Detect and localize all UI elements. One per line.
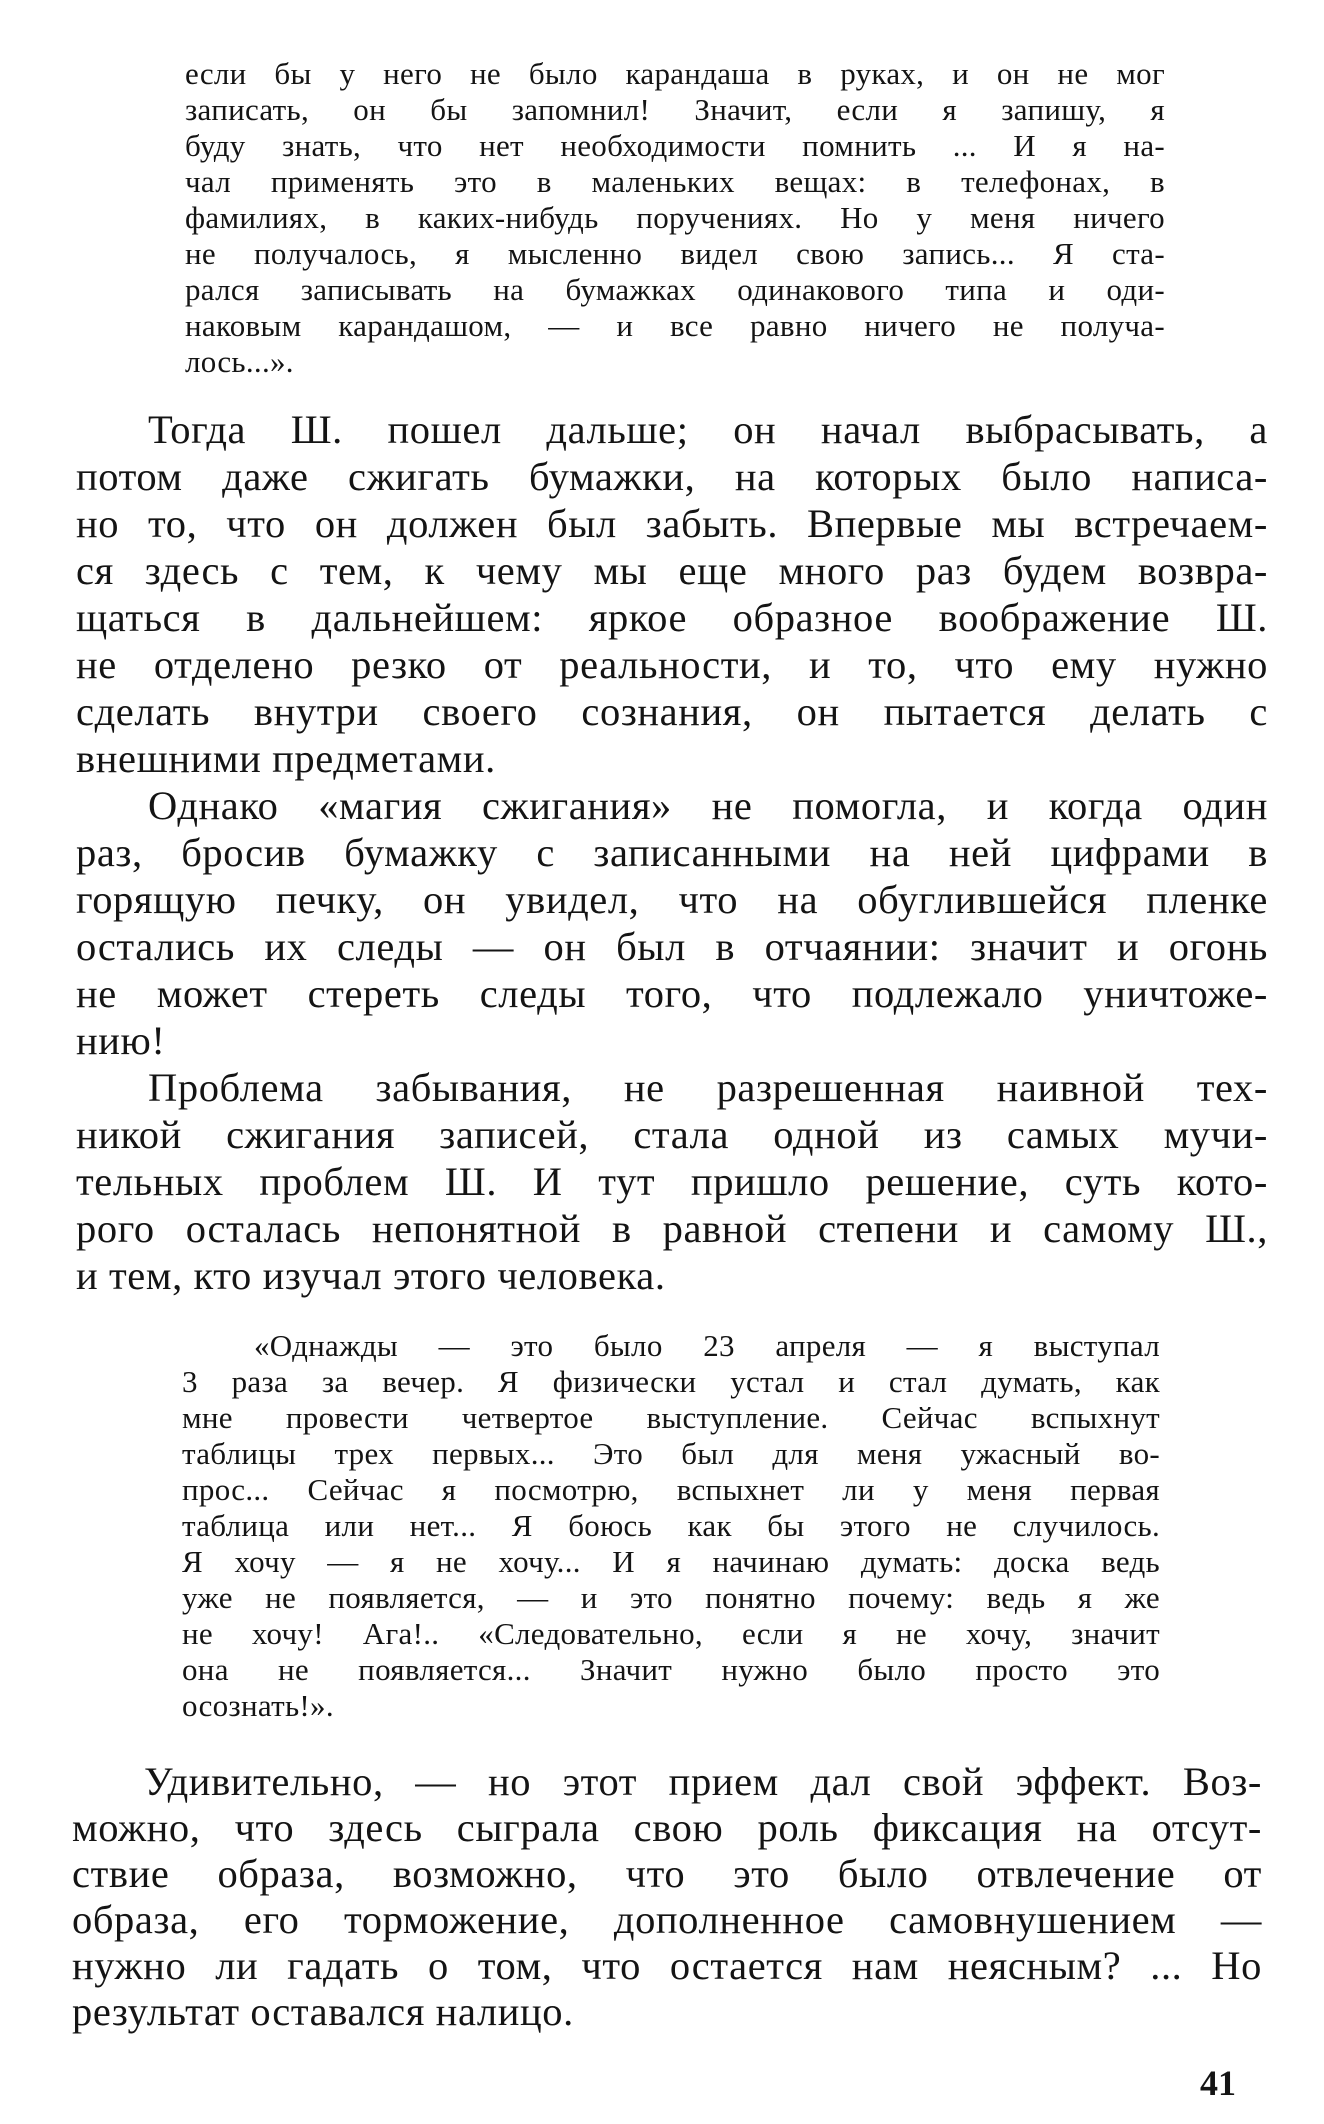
quote-2-line: она не появляется... Значит нужно было просто это [182,1652,1160,1687]
body-1-line: горящую печку, он увидел, что на обуглившейся пленке [76,877,1268,922]
quote-1-line: лось...». [185,344,294,379]
body-1-line: рого осталась непонятной в равной степени и самому Ш., [76,1206,1268,1251]
body-1-line: но то, что он должен был забыть. Впервые мы встречаем- [76,501,1268,546]
body-1-line: остались их следы — он был в отчаянии: значит и огонь [76,924,1268,969]
body-2-line: образа, его торможение, дополненное самовнушением — [72,1897,1262,1942]
body-2-line: нужно ли гадать о том, что остается нам неясным? ... Но [72,1943,1262,1988]
body-1-line: нию! [76,1018,166,1063]
body-1-line: Тогда Ш. пошел дальше; он начал выбрасывать, а [148,407,1268,452]
quote-2-line: 3 раза за вечер. Я физически устал и стал думать, как [182,1364,1160,1399]
page-number: 41 [1200,2063,1236,2103]
quote-1-line: не получалось, я мысленно видел свою запись... Я ста- [185,236,1165,271]
body-1-line: ся здесь с тем, к чему мы еще много раз будем возвра- [76,548,1268,593]
body-1-line: сделать внутри своего сознания, он пытается делать с [76,689,1268,734]
body-1-line: раз, бросив бумажку с записанными на ней цифрами в [76,830,1268,875]
quote-1-line: если бы у него не было карандаша в руках, и он не мог [185,56,1165,91]
body-1-line: не отделено резко от реальности, и то, что ему нужно [76,642,1268,687]
body-2-line: результат оставался налицо. [72,1989,574,2034]
quote-2-line: не хочу! Ага!.. «Следовательно, если я не хочу, значит [182,1616,1160,1651]
body-1-line: Проблема забывания, не разрешенная наивной тех- [148,1065,1268,1110]
body-1-line: внешними предметами. [76,736,496,781]
quote-2-line: Я хочу — я не хочу... И я начинаю думать: доска ведь [182,1544,1160,1579]
quote-1-line: фамилиях, в каких-нибудь поручениях. Но у меня ничего [185,200,1165,235]
body-1-line: тельных проблем Ш. И тут пришло решение, суть кото- [76,1159,1268,1204]
quote-2-line: осознать!». [182,1688,334,1723]
body-2-line: можно, что здесь сыграла свою роль фиксация на отсут- [72,1805,1262,1850]
quote-1-line: рался записывать на бумажках одинакового типа и оди- [185,272,1165,307]
quote-1-line: чал применять это в маленьких вещах: в телефонах, в [185,164,1165,199]
quote-2-line: мне провести четвертое выступление. Сейчас вспыхнут [182,1400,1160,1435]
quote-2-line: «Однажды — это было 23 апреля — я выступал [254,1328,1160,1363]
body-1-line: не может стереть следы того, что подлежало уничтоже- [76,971,1268,1016]
body-1-line: никой сжигания записей, стала одной из самых мучи- [76,1112,1268,1157]
body-1-line: щаться в дальнейшем: яркое образное воображение Ш. [76,595,1268,640]
body-1-line: и тем, кто изучал этого человека. [76,1253,666,1298]
body-2-line: ствие образа, возможно, что это было отвлечение от [72,1851,1262,1896]
quote-2-line: таблица или нет... Я боюсь как бы этого не случилось. [182,1508,1160,1543]
quote-2-line: прос... Сейчас я посмотрю, вспыхнет ли у меня первая [182,1472,1160,1507]
quote-2-line: таблицы трех первых... Это был для меня ужасный во- [182,1436,1160,1471]
body-1-line: Однако «магия сжигания» не помогла, и когда один [148,783,1268,828]
quote-1-line: буду знать, что нет необходимости помнить ... И я на- [185,128,1165,163]
body-2-line: Удивительно, — но этот прием дал свой эффект. Воз- [144,1759,1262,1804]
quote-1-line: записать, он бы запомнил! Значит, если я запишу, я [185,92,1165,127]
quote-2-line: уже не появляется, — и это понятно почему: ведь я же [182,1580,1160,1615]
quote-1-line: наковым карандашом, — и все равно ничего не получа- [185,308,1165,343]
body-1-line: потом даже сжигать бумажки, на которых было написа- [76,454,1268,499]
